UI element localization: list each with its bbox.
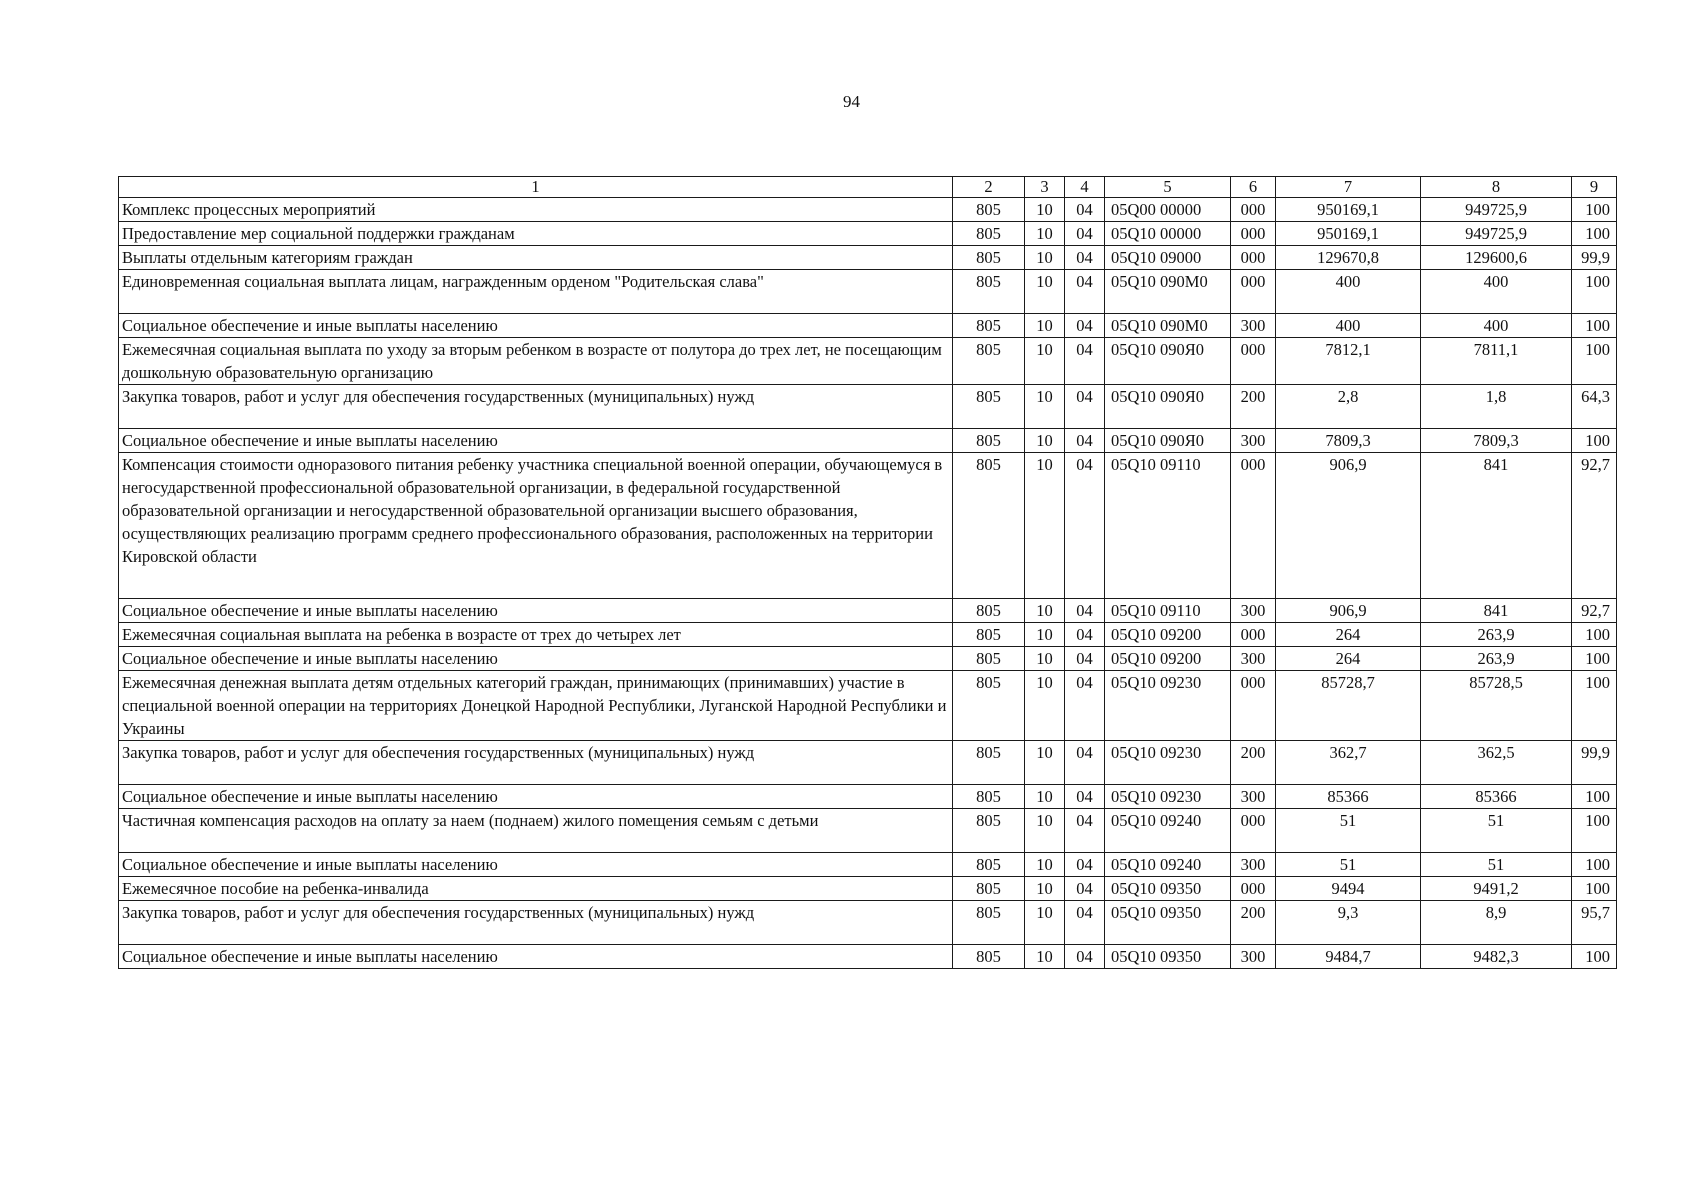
section-code-cell: 10: [1025, 853, 1065, 877]
table-row: [119, 877, 1617, 901]
actual-amount-cell: 9491,2: [1421, 877, 1572, 901]
column-header: 2: [953, 177, 1025, 198]
plan-amount-cell: 950169,1: [1276, 222, 1421, 246]
subsection-code-cell: 04: [1065, 314, 1105, 338]
subsection-code-cell: 04: [1065, 429, 1105, 453]
actual-amount-cell: 949725,9: [1421, 222, 1572, 246]
item-name-cell: Социальное обеспечение и иные выплаты населению: [119, 599, 953, 623]
subsection-code-cell: 04: [1065, 853, 1105, 877]
page-number: 94: [843, 92, 860, 111]
target-item-cell: 05Q10 00000: [1105, 222, 1231, 246]
actual-amount-cell: 7809,3: [1421, 429, 1572, 453]
item-name-cell: Ежемесячное пособие на ребенка-инвалида: [119, 877, 953, 901]
expense-type-cell: 000: [1231, 809, 1276, 853]
table-row: [119, 222, 1617, 246]
actual-amount-cell: 400: [1421, 314, 1572, 338]
section-code-cell: 10: [1025, 901, 1065, 945]
department-code-cell: 805: [953, 901, 1025, 945]
item-name-cell: Социальное обеспечение и иные выплаты населению: [119, 785, 953, 809]
subsection-code-cell: 04: [1065, 385, 1105, 429]
percent-cell: 100: [1572, 877, 1617, 901]
department-code-cell: 805: [953, 671, 1025, 741]
subsection-code-cell: 04: [1065, 671, 1105, 741]
expense-type-cell: 300: [1231, 314, 1276, 338]
percent-cell: 100: [1572, 853, 1617, 877]
section-code-cell: 10: [1025, 741, 1065, 785]
expense-type-cell: 000: [1231, 877, 1276, 901]
column-header: 9: [1572, 177, 1617, 198]
expense-type-cell: 200: [1231, 901, 1276, 945]
expense-type-cell: 300: [1231, 945, 1276, 969]
section-code-cell: 10: [1025, 945, 1065, 969]
section-code-cell: 10: [1025, 453, 1065, 599]
section-code-cell: 10: [1025, 429, 1065, 453]
table-row: [119, 599, 1617, 623]
target-item-cell: 05Q10 09240: [1105, 853, 1231, 877]
table-row: [119, 671, 1617, 741]
percent-cell: 100: [1572, 222, 1617, 246]
plan-amount-cell: 129670,8: [1276, 246, 1421, 270]
section-code-cell: 10: [1025, 785, 1065, 809]
plan-amount-cell: 400: [1276, 314, 1421, 338]
actual-amount-cell: 7811,1: [1421, 338, 1572, 385]
expense-type-cell: 200: [1231, 385, 1276, 429]
table-row: [119, 314, 1617, 338]
percent-cell: 99,9: [1572, 741, 1617, 785]
target-item-cell: 05Q10 09230: [1105, 671, 1231, 741]
item-name-cell: Закупка товаров, работ и услуг для обеспечения государственных (муниципальных) нужд: [119, 385, 953, 429]
plan-amount-cell: 264: [1276, 623, 1421, 647]
department-code-cell: 805: [953, 453, 1025, 599]
percent-cell: 100: [1572, 270, 1617, 314]
subsection-code-cell: 04: [1065, 453, 1105, 599]
department-code-cell: 805: [953, 270, 1025, 314]
expense-type-cell: 000: [1231, 222, 1276, 246]
target-item-cell: 05Q10 090Я0: [1105, 429, 1231, 453]
table-row: [119, 741, 1617, 785]
department-code-cell: 805: [953, 741, 1025, 785]
department-code-cell: 805: [953, 853, 1025, 877]
expense-type-cell: 000: [1231, 338, 1276, 385]
actual-amount-cell: 8,9: [1421, 901, 1572, 945]
target-item-cell: 05Q10 09230: [1105, 785, 1231, 809]
expense-type-cell: 300: [1231, 599, 1276, 623]
item-name-cell: Социальное обеспечение и иные выплаты населению: [119, 945, 953, 969]
header-row: [119, 177, 1617, 198]
table-row: [119, 338, 1617, 385]
percent-cell: 92,7: [1572, 453, 1617, 599]
item-name-cell: Социальное обеспечение и иные выплаты населению: [119, 647, 953, 671]
department-code-cell: 805: [953, 246, 1025, 270]
plan-amount-cell: 9484,7: [1276, 945, 1421, 969]
target-item-cell: 05Q10 09350: [1105, 901, 1231, 945]
plan-amount-cell: 362,7: [1276, 741, 1421, 785]
percent-cell: 100: [1572, 198, 1617, 222]
column-header: 1: [119, 177, 953, 198]
percent-cell: 64,3: [1572, 385, 1617, 429]
target-item-cell: 05Q10 09350: [1105, 945, 1231, 969]
actual-amount-cell: 51: [1421, 809, 1572, 853]
department-code-cell: 805: [953, 623, 1025, 647]
item-name-cell: Закупка товаров, работ и услуг для обеспечения государственных (муниципальных) нужд: [119, 901, 953, 945]
target-item-cell: 05Q10 090M0: [1105, 314, 1231, 338]
table-row: [119, 385, 1617, 429]
table-body: [119, 198, 1617, 969]
department-code-cell: 805: [953, 945, 1025, 969]
target-item-cell: 05Q10 09200: [1105, 623, 1231, 647]
percent-cell: 95,7: [1572, 901, 1617, 945]
section-code-cell: 10: [1025, 671, 1065, 741]
subsection-code-cell: 04: [1065, 809, 1105, 853]
plan-amount-cell: 950169,1: [1276, 198, 1421, 222]
actual-amount-cell: 263,9: [1421, 623, 1572, 647]
table-row: [119, 785, 1617, 809]
actual-amount-cell: 85366: [1421, 785, 1572, 809]
item-name-cell: Закупка товаров, работ и услуг для обеспечения государственных (муниципальных) нужд: [119, 741, 953, 785]
target-item-cell: 05Q10 090Я0: [1105, 338, 1231, 385]
column-header: 8: [1421, 177, 1572, 198]
section-code-cell: 10: [1025, 270, 1065, 314]
target-item-cell: 05Q10 09240: [1105, 809, 1231, 853]
expense-type-cell: 300: [1231, 785, 1276, 809]
item-name-cell: Единовременная социальная выплата лицам, награжденным орденом "Родительская слава": [119, 270, 953, 314]
column-header: 5: [1105, 177, 1231, 198]
section-code-cell: 10: [1025, 623, 1065, 647]
percent-cell: 100: [1572, 945, 1617, 969]
target-item-cell: 05Q00 00000: [1105, 198, 1231, 222]
table-row: [119, 853, 1617, 877]
plan-amount-cell: 9494: [1276, 877, 1421, 901]
department-code-cell: 805: [953, 599, 1025, 623]
item-name-cell: Комплекс процессных мероприятий: [119, 198, 953, 222]
item-name-cell: Ежемесячная денежная выплата детям отдельных категорий граждан, принимающих (принимавших) участие в специальной военной операции на территориях Донецкой Народной Республики, Луганской Народной Республики и Украины: [119, 671, 953, 741]
subsection-code-cell: 04: [1065, 222, 1105, 246]
column-header: 6: [1231, 177, 1276, 198]
plan-amount-cell: 7809,3: [1276, 429, 1421, 453]
table-row: [119, 945, 1617, 969]
subsection-code-cell: 04: [1065, 877, 1105, 901]
plan-amount-cell: 264: [1276, 647, 1421, 671]
department-code-cell: 805: [953, 647, 1025, 671]
expense-type-cell: 300: [1231, 429, 1276, 453]
department-code-cell: 805: [953, 785, 1025, 809]
table-row: [119, 198, 1617, 222]
item-name-cell: Выплаты отдельным категориям граждан: [119, 246, 953, 270]
target-item-cell: 05Q10 09110: [1105, 453, 1231, 599]
department-code-cell: 805: [953, 429, 1025, 453]
expense-type-cell: 000: [1231, 623, 1276, 647]
target-item-cell: 05Q10 09350: [1105, 877, 1231, 901]
plan-amount-cell: 2,8: [1276, 385, 1421, 429]
item-name-cell: Компенсация стоимости одноразового питания ребенку участника специальной военной операции, обучающемуся в негосударственной профессиональной образовательной организации, в федеральной государственной образовательной организации и негосударственной образовательной организации высшего образования, осуществляющих реализацию программ среднего профессионального образования, расположенных на территории Кировской области: [119, 453, 953, 599]
subsection-code-cell: 04: [1065, 741, 1105, 785]
subsection-code-cell: 04: [1065, 246, 1105, 270]
table-row: [119, 453, 1617, 599]
subsection-code-cell: 04: [1065, 647, 1105, 671]
item-name-cell: Социальное обеспечение и иные выплаты населению: [119, 314, 953, 338]
subsection-code-cell: 04: [1065, 270, 1105, 314]
section-code-cell: 10: [1025, 338, 1065, 385]
actual-amount-cell: 51: [1421, 853, 1572, 877]
column-header: 3: [1025, 177, 1065, 198]
percent-cell: 92,7: [1572, 599, 1617, 623]
expense-type-cell: 300: [1231, 647, 1276, 671]
column-header: 4: [1065, 177, 1105, 198]
expense-type-cell: 000: [1231, 671, 1276, 741]
percent-cell: 100: [1572, 647, 1617, 671]
percent-cell: 100: [1572, 429, 1617, 453]
table-row: [119, 647, 1617, 671]
percent-cell: 100: [1572, 314, 1617, 338]
subsection-code-cell: 04: [1065, 785, 1105, 809]
actual-amount-cell: 263,9: [1421, 647, 1572, 671]
table-row: [119, 623, 1617, 647]
actual-amount-cell: 400: [1421, 270, 1572, 314]
percent-cell: 100: [1572, 809, 1617, 853]
table-row: [119, 246, 1617, 270]
expense-type-cell: 000: [1231, 246, 1276, 270]
department-code-cell: 805: [953, 222, 1025, 246]
department-code-cell: 805: [953, 198, 1025, 222]
actual-amount-cell: 9482,3: [1421, 945, 1572, 969]
budget-table: [118, 176, 1617, 969]
subsection-code-cell: 04: [1065, 198, 1105, 222]
department-code-cell: 805: [953, 385, 1025, 429]
plan-amount-cell: 9,3: [1276, 901, 1421, 945]
department-code-cell: 805: [953, 338, 1025, 385]
target-item-cell: 05Q10 090M0: [1105, 270, 1231, 314]
section-code-cell: 10: [1025, 246, 1065, 270]
plan-amount-cell: 51: [1276, 853, 1421, 877]
plan-amount-cell: 906,9: [1276, 453, 1421, 599]
plan-amount-cell: 85728,7: [1276, 671, 1421, 741]
section-code-cell: 10: [1025, 222, 1065, 246]
expense-type-cell: 000: [1231, 270, 1276, 314]
target-item-cell: 05Q10 09000: [1105, 246, 1231, 270]
plan-amount-cell: 51: [1276, 809, 1421, 853]
subsection-code-cell: 04: [1065, 901, 1105, 945]
target-item-cell: 05Q10 09110: [1105, 599, 1231, 623]
target-item-cell: 05Q10 090Я0: [1105, 385, 1231, 429]
actual-amount-cell: 841: [1421, 453, 1572, 599]
subsection-code-cell: 04: [1065, 623, 1105, 647]
section-code-cell: 10: [1025, 647, 1065, 671]
expense-type-cell: 300: [1231, 853, 1276, 877]
target-item-cell: 05Q10 09230: [1105, 741, 1231, 785]
column-header: 7: [1276, 177, 1421, 198]
table-row: [119, 429, 1617, 453]
percent-cell: 100: [1572, 338, 1617, 385]
subsection-code-cell: 04: [1065, 599, 1105, 623]
actual-amount-cell: 1,8: [1421, 385, 1572, 429]
target-item-cell: 05Q10 09200: [1105, 647, 1231, 671]
table-row: [119, 270, 1617, 314]
actual-amount-cell: 362,5: [1421, 741, 1572, 785]
section-code-cell: 10: [1025, 599, 1065, 623]
percent-cell: 100: [1572, 785, 1617, 809]
section-code-cell: 10: [1025, 809, 1065, 853]
actual-amount-cell: 129600,6: [1421, 246, 1572, 270]
plan-amount-cell: 85366: [1276, 785, 1421, 809]
plan-amount-cell: 7812,1: [1276, 338, 1421, 385]
item-name-cell: Социальное обеспечение и иные выплаты населению: [119, 429, 953, 453]
section-code-cell: 10: [1025, 198, 1065, 222]
department-code-cell: 805: [953, 314, 1025, 338]
percent-cell: 99,9: [1572, 246, 1617, 270]
item-name-cell: Предоставление мер социальной поддержки гражданам: [119, 222, 953, 246]
plan-amount-cell: 906,9: [1276, 599, 1421, 623]
table-row: [119, 901, 1617, 945]
section-code-cell: 10: [1025, 314, 1065, 338]
percent-cell: 100: [1572, 623, 1617, 647]
department-code-cell: 805: [953, 877, 1025, 901]
plan-amount-cell: 400: [1276, 270, 1421, 314]
section-code-cell: 10: [1025, 877, 1065, 901]
item-name-cell: Ежемесячная социальная выплата на ребенка в возрасте от трех до четырех лет: [119, 623, 953, 647]
section-code-cell: 10: [1025, 385, 1065, 429]
actual-amount-cell: 85728,5: [1421, 671, 1572, 741]
subsection-code-cell: 04: [1065, 338, 1105, 385]
item-name-cell: Частичная компенсация расходов на оплату за наем (поднаем) жилого помещения семьям с детьми: [119, 809, 953, 853]
table-row: [119, 809, 1617, 853]
actual-amount-cell: 841: [1421, 599, 1572, 623]
item-name-cell: Социальное обеспечение и иные выплаты населению: [119, 853, 953, 877]
department-code-cell: 805: [953, 809, 1025, 853]
subsection-code-cell: 04: [1065, 945, 1105, 969]
expense-type-cell: 200: [1231, 741, 1276, 785]
expense-type-cell: 000: [1231, 198, 1276, 222]
actual-amount-cell: 949725,9: [1421, 198, 1572, 222]
percent-cell: 100: [1572, 671, 1617, 741]
item-name-cell: Ежемесячная социальная выплата по уходу за вторым ребенком в возрасте от полутора до трех лет, не посещающим дошкольную образовательную организацию: [119, 338, 953, 385]
expense-type-cell: 000: [1231, 453, 1276, 599]
